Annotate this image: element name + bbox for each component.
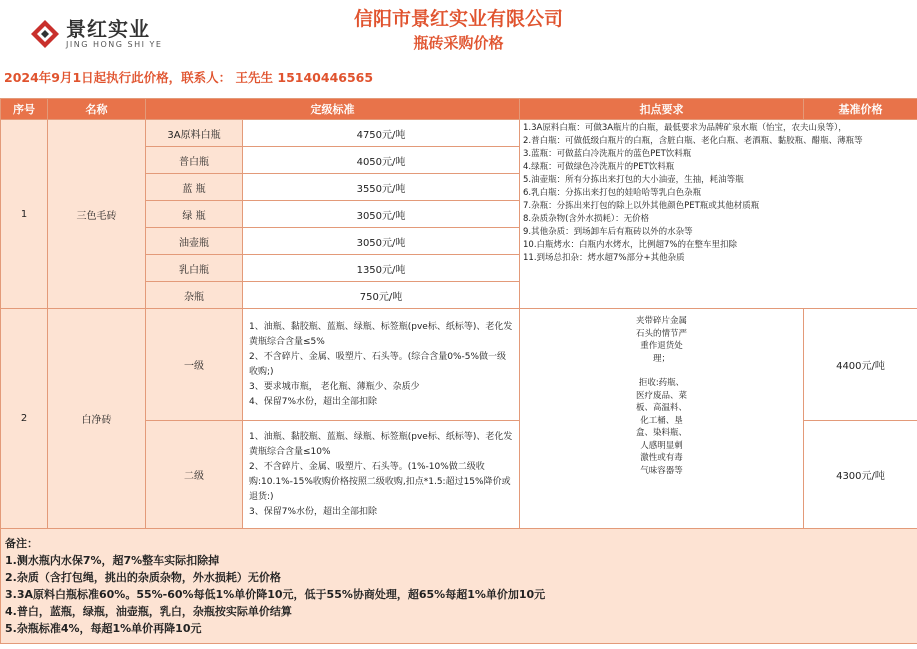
note-line: 盒、染料瓶、 [635,428,687,438]
note-line: 理； [652,353,670,364]
table-row [1,309,917,421]
price-cell: 3550元/吨 [243,174,520,201]
col-header-standard: 定级标准 [146,99,520,120]
standard-item: 2、不含碎片、金属、吸塑片、石头等。(1%-10%做二级收购:10.1%-15%收购价格按照二级收购,扣点*1.5:超过15%降价或退货:) [249,461,511,502]
note-line: 夹带碎片金属 [635,316,687,326]
standard-item: 3、保留7%水份，超出全部扣除 [249,506,378,517]
grade-cell: 普白瓶 [146,147,243,174]
standard-item: 1、油瓶、黏胶瓶、蓝瓶、绿瓶、标签瓶(pve标、纸标等)、老化发黄瓶综合含量≤5% [249,321,513,347]
remark-item: 2.杂质（含打包绳，挑出的杂质杂物，外水损耗）无价格 [5,571,281,584]
deduction-item: 3.蓝瓶：可做蓝白冷洗瓶片的蓝色PET饮料瓶 [523,149,692,159]
note-line: 激性或有毒 [640,453,683,463]
deduction-item: 10.白瓶烤水：白瓶内水烤水，比例超7%的在整车里扣除 [523,240,738,250]
standard-item: 4、保留7%水份，超出全部扣除 [249,396,378,407]
grade-cell: 蓝 瓶 [146,174,243,201]
grade-cell: 二级 [146,421,243,529]
grade-cell: 乳白瓶 [146,255,243,282]
logo-text-en: JING HONG SHI YE [66,40,163,49]
page-subtitle: 瓶砖采购价格 [413,34,504,52]
deduction-item: 2.普白瓶：可做低级白瓶片的白瓶，含脏白瓶、老化白瓶、老酒瓶、黏胶瓶、醋瓶、薄瓶等 [523,136,863,146]
row-name: 白净砖 [48,309,146,529]
standard-item: 1、油瓶、黏胶瓶、蓝瓶、绿瓶、标签瓶(pve标、纸标等)、老化发黄瓶综合含量≤10% [249,431,513,457]
remark-item: 5.杂瓶标准4%，每超1%单价再降10元 [5,622,202,635]
deduction-item: 8.杂质杂物(含外水损耗）：无价格 [523,214,650,224]
deduction-item: 5.油壶瓶：所有分拣出来打包的大小油壶，生抽，耗油等瓶 [523,175,744,185]
remarks-row [1,529,917,644]
deduction-item: 4.绿瓶：可做绿色冷洗瓶片的PET饮料瓶 [523,162,675,172]
note-line [524,365,799,377]
deduction-list [520,120,917,309]
price-cell: 4050元/吨 [243,147,520,174]
note-line: 拒收:药瓶、 [638,378,685,388]
note-line: 医疗废品、菜 [635,390,687,401]
col-header-deduction: 扣点要求 [520,99,804,120]
row-no: 2 [1,309,48,529]
grade-cell: 油壶瓶 [146,228,243,255]
note-line: 重作退货处 [640,341,683,351]
deduction-item: 1.3A原料白瓶：可做3A瓶片的白瓶，最低要求为品牌矿泉水瓶（怡宝，农夫山泉等）， [523,123,847,133]
grade-cell: 3A原料白瓶 [146,120,243,147]
remark-item: 1.测水瓶内水保7%，超7%整车实际扣除掉 [5,554,220,567]
note-line: 板、高温料、 [635,403,687,413]
deduction-item: 6.乳白瓶：分拣出来打包的娃哈哈等乳白色杂瓶 [523,188,702,198]
grade-cell: 绿 瓶 [146,201,243,228]
price-cell: 750元/吨 [243,282,520,309]
col-header-name: 名称 [48,99,146,120]
standard-item: 3、要求城市瓶， 老化瓶、薄瓶少、杂质少 [249,381,420,392]
standard-item: 2、不含碎片、金属、吸塑片、石头等。(综合含量0%-5%做一级收购;) [249,351,507,377]
price-cell: 1350元/吨 [243,255,520,282]
deduction-item: 11.到场总扣杂：烤水超7%部分+其他杂质 [523,253,685,263]
logo-text-cn: 景红实业 [66,17,150,41]
col-header-no: 序号 [1,99,48,120]
standard-cell [243,309,520,421]
price-notice: 2024年9月1日起执行此价格，联系人： 王先生 15140446565 [4,70,374,85]
price-cell: 3050元/吨 [243,228,520,255]
price-cell: 4300元/吨 [804,421,917,529]
grade-cell: 杂瓶 [146,282,243,309]
table-row [1,120,917,147]
deduction-item: 9.其他杂质：到场卸车后有瓶砖以外的水杂等 [523,227,693,237]
price-cell: 4400元/吨 [804,309,917,421]
remarks-title: 备注： [5,537,38,550]
row-name: 三色毛砖 [48,120,146,309]
note-line: 化工桶、垦 [640,415,683,426]
grade-cell: 一级 [146,309,243,421]
standard-cell [243,421,520,529]
note-line: 人感明显刺 [640,440,683,451]
reject-note [520,309,804,529]
deduction-item: 7.杂瓶：分拣出来打包的除上以外其他颜色PET瓶或其他材质瓶 [523,201,760,211]
remark-item: 4.普白，蓝瓶，绿瓶，油壶瓶，乳白，杂瓶按实际单价结算 [5,605,292,618]
note-line: 气味容器等 [640,465,683,476]
row-no: 1 [1,120,48,309]
remark-item: 3.3A原料白瓶标准60%。55%-60%每低1%单价降10元，低于55%协商处理，超65%每超1%单价加10元 [5,588,546,601]
table-header-row [1,99,917,120]
price-cell: 4750元/吨 [243,120,520,147]
price-table [0,98,917,644]
page-title: 信阳市景红实业有限公司 [353,8,563,30]
remarks-cell [1,529,917,644]
note-line: 石头的情节严 [635,328,687,339]
col-header-price: 基准价格 [804,99,917,120]
price-cell: 3050元/吨 [243,201,520,228]
